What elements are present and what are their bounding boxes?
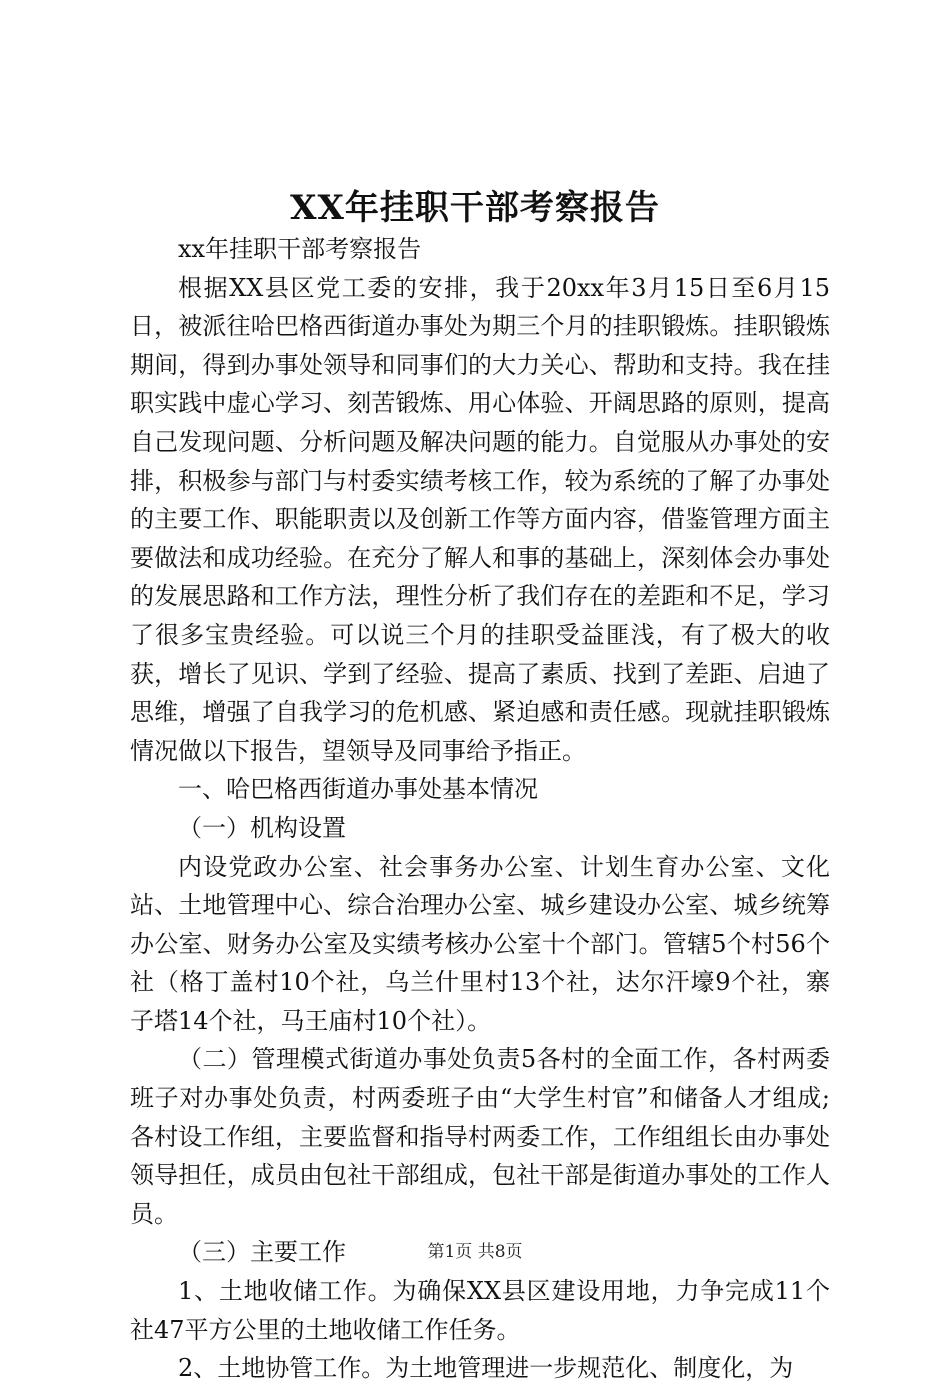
page-footer: 第1页 共8页 — [427, 1242, 523, 1262]
work-item-1: 1、土地收储工作。为确保XX县区建设用地，力争完成11个社47平方公里的土地收储工作任务。 — [130, 1277, 830, 1344]
subsection-heading-org: （一）机构设置 — [178, 813, 346, 842]
org-paragraph: 内设党政办公室、社会事务办公室、计划生育办公室、文化站、土地管理中心、综合治理办公室、城乡建设办公室、城乡统筹办公室、财务办公室及实绩考核办公室十个部门。管辖5个村56个社（格丁盖村10个社，乌兰什里村13个社，达尔汗壕9个社，寨子塔14个社，马王庙村10个社）。 — [130, 852, 830, 1035]
section-heading: 一、哈巴格西街道办事处基本情况 — [178, 775, 538, 804]
work-item-2: 2、土地协管工作。为土地管理进一步规范化、制度化，为 — [178, 1354, 794, 1383]
document-body — [130, 230, 830, 1388]
intro-paragraph: 根据XX县区党工委的安排，我于20xx年3月15日至6月15日，被派往哈巴格西街道办事处为期三个月的挂职锻炼。挂职锻炼期间，得到办事处领导和同事们的大力关心、帮助和支持。我在挂职实践中虚心学习、刻苦锻炼、用心体验、开阔思路的原则，提高自己发现问题、分析问题及解决问题的能力。自觉服从办事处的安排，积极参与部门与村委实绩考核工作，较为系统的了解了办事处的主要工作、职能职责以及创新工作等方面内容，借鉴管理方面主要做法和成功经验。在充分了解人和事的基础上，深刻体会办事处的发展思路和工作方法，理性分析了我们存在的差距和不足，学习了很多宝贵经验。可以说三个月的挂职受益匪浅，有了极大的收获，增长了见识、学到了经验、提高了素质、找到了差距、启迪了思维，增强了自我学习的危机感、紧迫感和责任感。现就挂职锻炼情况做以下报告，望领导及同事给予指正。 — [130, 273, 830, 765]
subtitle-paragraph: xx年挂职干部考察报告 — [178, 235, 422, 263]
management-paragraph: （二）管理模式街道办事处负责5各村的全面工作，各村两委班子对办事处负责，村两委班子由“大学生村官”和储备人才组成;各村设工作组，主要监督和指导村两委工作，工作组组长由办事处领导担任，成员由包社干部组成，包社干部是街道办事处的工作人员。 — [130, 1045, 830, 1228]
document-title: XX年挂职干部考察报告 — [290, 188, 660, 228]
subsection-heading-work: （三）主要工作 — [178, 1238, 346, 1267]
